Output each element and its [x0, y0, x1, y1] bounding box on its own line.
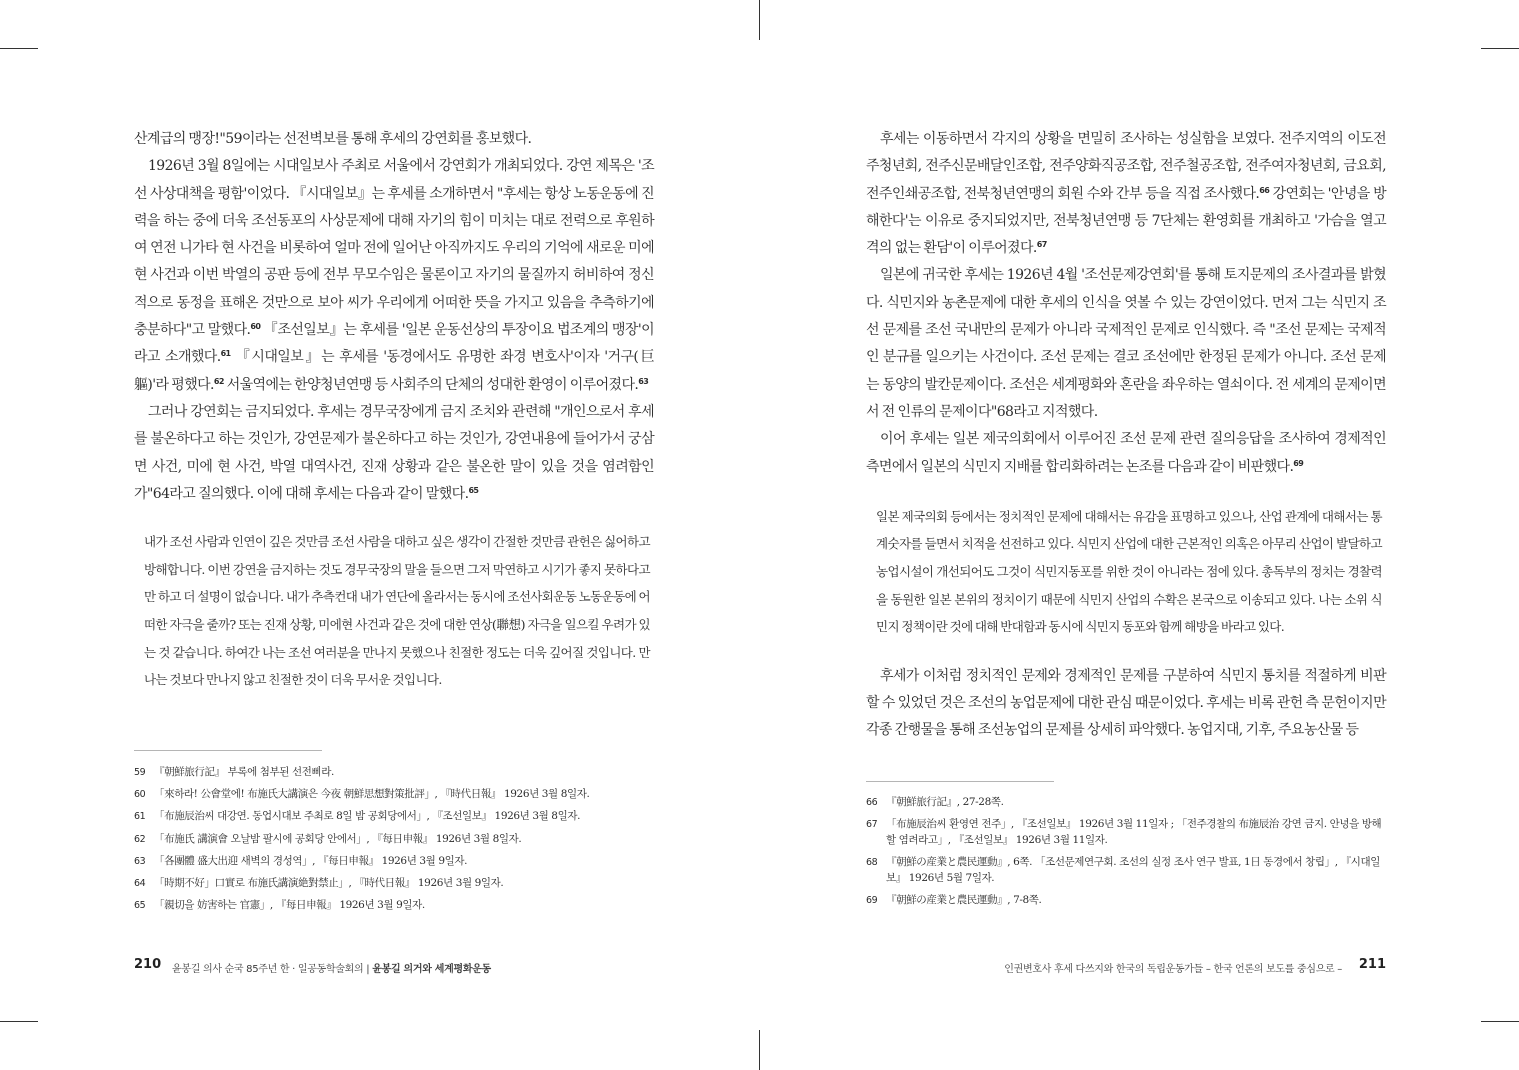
- crop-mark: [1481, 1021, 1519, 1022]
- footnote-text: 「來하라! 公會堂에! 布施氏大講演은 今夜 朝鮮思想對策批評」, 『時代日報』 1926년 3월 8일자.: [154, 788, 590, 801]
- footnote-ref: 65: [468, 485, 479, 495]
- footnote: [866, 795, 1386, 811]
- footnote-number: 59: [134, 767, 146, 778]
- footnote: [866, 817, 1386, 848]
- footnote-number: 66: [866, 797, 878, 808]
- right-block-quote: 일본 제국의회 등에서는 정치적인 문제에 대해서는 유감을 표명하고 있으나, 산업 관계에 대해서는 통계숫자를 들면서 치적을 선전하고 있다. 식민지 산업에 대한 근본적인 의혹은 아무리 산업이 발달하고 농업시설이 개선되어도 그것이 식민지동포를 위한 것이 아니라는 점에 있다. 총독부의 정치는 경찰력을 동원한 일본 본위의 정치이기 때문에 식민지 산업의 수확은 본국으로 이송되고 있다. 나는 소위 식민지 정책이란 것에 대해 반대함과 동시에 식민지 동포와 함께 해방을 바라고 있다.: [876, 508, 1382, 635]
- left-page-footer: [134, 956, 654, 976]
- footnote-number: 60: [134, 789, 146, 801]
- footnote-divider: [866, 781, 1054, 782]
- footnote-ref: 62: [213, 376, 224, 386]
- footnote: [134, 854, 654, 870]
- footnote-number: 68: [866, 856, 878, 868]
- footnote-text: 『朝鮮旅行記』, 27-28쪽.: [886, 796, 1004, 808]
- left-paragraph-2: 1926년 3월 8일에는 시대일보사 주최로 서울에서 강연회가 개최되었다. 강연 제목은 '조선 사상대책을 평함'이었다. 『시대일보』는 후세를 소개하면서 "후세는 항상 노동운동에 진력을 하는 중에 더욱 조선동포의 사상문제에 대해 자기의 힘이 미치는 대로 전력으로 후원하여 연전 니가타 현 사건을 비롯하여 얼마 전에 일어난 아직까지도 우리의 기억에 새로운 미에 현 사건과 이번 박열의 공판 등에 전부 무모수임은 물론이고 자기의 물질까지 허비하여 정신적으로 동정을 표해온 것만으로 보아 씨가 우리에게 어떠한 뜻을 가지고 있음을 추측하기에 충분하다"고 말했다.$^{60}$ 『조선일보』는 후세를 '일본 운동선상의 투장이요 법조계의 맹장'이라고 소개했다.$^{61}$ 『시대일보』는 후세를 '동경에서도 유명한 좌경 변호사'이자 '거구(巨軀)'라 평했다.$^{62}$ 서울역에는 한양청년연맹 등 사회주의 단체의 성대한 환영이 이루어졌다.$^{63}$: [134, 158, 654, 393]
- crop-mark: [1481, 48, 1519, 49]
- right-paragraph-3: 이어 후세는 일본 제국의회에서 이루어진 조선 문제 관련 질의응답을 조사하여 경제적인 측면에서 일본의 식민지 지배를 합리화하려는 논조를 다음과 같이 비판했다.$^{69}$: [866, 431, 1386, 475]
- left-paragraph-3: 그러나 강연회는 금지되었다. 후세는 경무국장에게 금지 조치와 관련해 "개인으로서 후세를 불온하다고 하는 것인가, 강연문제가 불온하다고 하는 것인가, 강연내용에 들어가서 궁삼면 사건, 미에 현 사건, 박열 대역사건, 진재 상황과 같은 불온한 말이 있을 것을 염려함인가"64라고 질의했다. 이에 대해 후세는 다음과 같이 말했다.$^{65}$: [134, 403, 654, 502]
- crop-mark: [759, 1030, 760, 1070]
- footnote-text: 「各團體 盛大出迎 새벽의 경성역」, 『每日申報』 1926년 3월 9일자.: [154, 854, 468, 867]
- footnote: [866, 893, 1386, 909]
- crop-mark: [0, 48, 38, 49]
- footnote-number: 63: [134, 855, 146, 867]
- footnote: [134, 832, 654, 848]
- footnote-ref: 69: [1293, 458, 1304, 468]
- running-head: 윤봉길 의사 순국 85주년 한 · 일공동학술회의 | 윤봉길 의거와 세계평화운동: [172, 964, 491, 975]
- footnote-ref: 60: [250, 322, 261, 332]
- footnote-text: 「布施辰治씨 대강연. 동업시대보 주최로 8일 밤 공회당에서」, 『조선일보』 1926년 3월 8일자.: [154, 810, 581, 823]
- footnote-number: 61: [134, 811, 146, 823]
- left-body-text: [134, 126, 654, 694]
- running-head: 인권변호사 후세 다쓰지와 한국의 독립운동가들 – 한국 언론의 보도를 중심으로 –: [1004, 964, 1342, 975]
- footnote-divider: [134, 750, 322, 751]
- footnote-text: 「布施辰治씨 환영연 전주」, 『조선일보』 1926년 3월 11일자 ; 「전주경찰의 布施辰治 강연 금지. 안녕을 방해할 염려라고」, 『조선일보』 1926년 3월 11일자.: [886, 818, 1382, 846]
- right-closing-paragraph: 후세가 이처럼 정치적인 문제와 경제적인 문제를 구분하여 식민지 통치를 적절하게 비판할 수 있었던 것은 조선의 농업문제에 대한 관심 때문이었다. 후세는 비록 관헌 측 문헌이지만 각종 간행물을 통해 조선농업의 문제를 상세히 파악했다. 농업지대, 기후, 주요농산물 등: [866, 667, 1386, 739]
- footnote-ref: 61: [220, 349, 231, 359]
- right-paragraph-1: 후세는 이동하면서 각지의 상황을 면밀히 조사하는 성실함을 보였다. 전주지역의 이도전주청년회, 전주신문배달인조합, 전주양화직공조합, 전주철공조합, 전주여자청년회, 금요회, 전주인쇄공조합, 전북청년연맹의 회원 수와 간부 등을 직접 조사했다.$^{66}$ 강연회는 '안녕을 방해한다'는 이유로 중지되었지만, 전북청년연맹 등 7단체는 환영회를 개최하고 '가슴을 열고 격의 없는 환담'이 이루어졌다.$^{67}$: [866, 131, 1386, 257]
- footnote-text: 『朝鮮の産業と農民運動』, 6쪽. 「조선문제연구회. 조선의 실정 조사 연구 발표, 1日 동경에서 창립」, 『시대일보』 1926년 5월 7일자.: [886, 855, 1380, 884]
- footnote-number: 64: [134, 877, 146, 889]
- footnote-ref: 66: [1259, 185, 1270, 195]
- footnote-number: 65: [134, 900, 146, 912]
- right-body-text: [866, 126, 1386, 745]
- footnote-ref: 63: [638, 376, 649, 386]
- footnote-text: 「時期不好」口實로 布施氏講演絶對禁止」, 『時代日報』 1926년 3월 9일자.: [154, 876, 504, 889]
- footnote-number: 62: [134, 833, 146, 845]
- crop-mark: [759, 0, 760, 40]
- right-footnotes: [866, 795, 1386, 915]
- footnote: [134, 876, 654, 892]
- crop-mark: [0, 1021, 38, 1022]
- footnote-ref: 67: [1036, 240, 1047, 250]
- footnote-number: 67: [866, 819, 878, 831]
- footnote-text: 『朝鮮の産業と農民運動』, 7-8쪽.: [886, 893, 1042, 906]
- footnote-text: 「親切을 妨害하는 官憲」, 『每日申報』 1926년 3월 9일자.: [154, 899, 425, 912]
- right-paragraph-2: 일본에 귀국한 후세는 1926년 4월 '조선문제강연회'를 통해 토지문제의 조사결과를 밝혔다. 식민지와 농촌문제에 대한 후세의 인식을 엿볼 수 있는 강연이었다. 먼저 그는 식민지 조선 문제를 조선 국내만의 문제가 아니라 국제적인 문제로 인식했다. 즉 "조선 문제는 국제적인 분규를 일으키는 사건이다. 조선 문제는 결코 조선에만 한정된 문제가 아니다. 조선 문제는 동양의 발칸문제이다. 조선은 세계평화와 혼란을 좌우하는 열쇠이다. 전 세계의 문제이면서 전 인류의 문제이다"68라고 지적했다.: [866, 267, 1386, 420]
- page-number: 210: [134, 957, 162, 972]
- footnote-text: 「布施氏 講演會 오날밤 팔시에 공회당 안에서」, 『每日申報』 1926년 3월 8일자.: [154, 832, 522, 845]
- left-footnotes: [134, 765, 654, 920]
- page-number: 211: [1358, 957, 1386, 972]
- footnote: [134, 809, 654, 825]
- footnote: [134, 787, 654, 803]
- footnote-text: 『朝鮮旅行記』 부록에 첨부된 선전삐라.: [154, 766, 334, 778]
- footnote: [134, 765, 654, 781]
- footnote-number: 69: [866, 894, 878, 906]
- right-page-footer: [866, 956, 1386, 976]
- footnote: [134, 898, 654, 914]
- left-paragraph-1: 산계급의 맹장!"59이라는 선전벽보를 통해 후세의 강연회를 홍보했다.: [134, 131, 532, 147]
- left-block-quote: 내가 조선 사람과 인연이 깊은 것만큼 조선 사람을 대하고 싶은 생각이 간절한 것만큼 관헌은 싫어하고 방해합니다. 이번 강연을 금지하는 것도 경무국장의 말을 들으면 그저 막연하고 시기가 좋지 못하다고만 하고 더 설명이 없습니다. 내가 추측컨대 내가 연단에 올라서는 동시에 조선사회운동 노동운동에 어떠한 자극을 줄까? 또는 진재 상황, 미에현 사건과 같은 것에 대한 연상(聯想) 자극을 일으킬 우려가 있는 것 같습니다. 하여간 나는 조선 여러분을 만나지 못했으나 친절한 정도는 더욱 깊어질 것입니다. 만나는 것보다 만나지 않고 친절한 것이 더욱 무서운 것입니다.: [144, 534, 650, 688]
- footnote: [866, 855, 1386, 886]
